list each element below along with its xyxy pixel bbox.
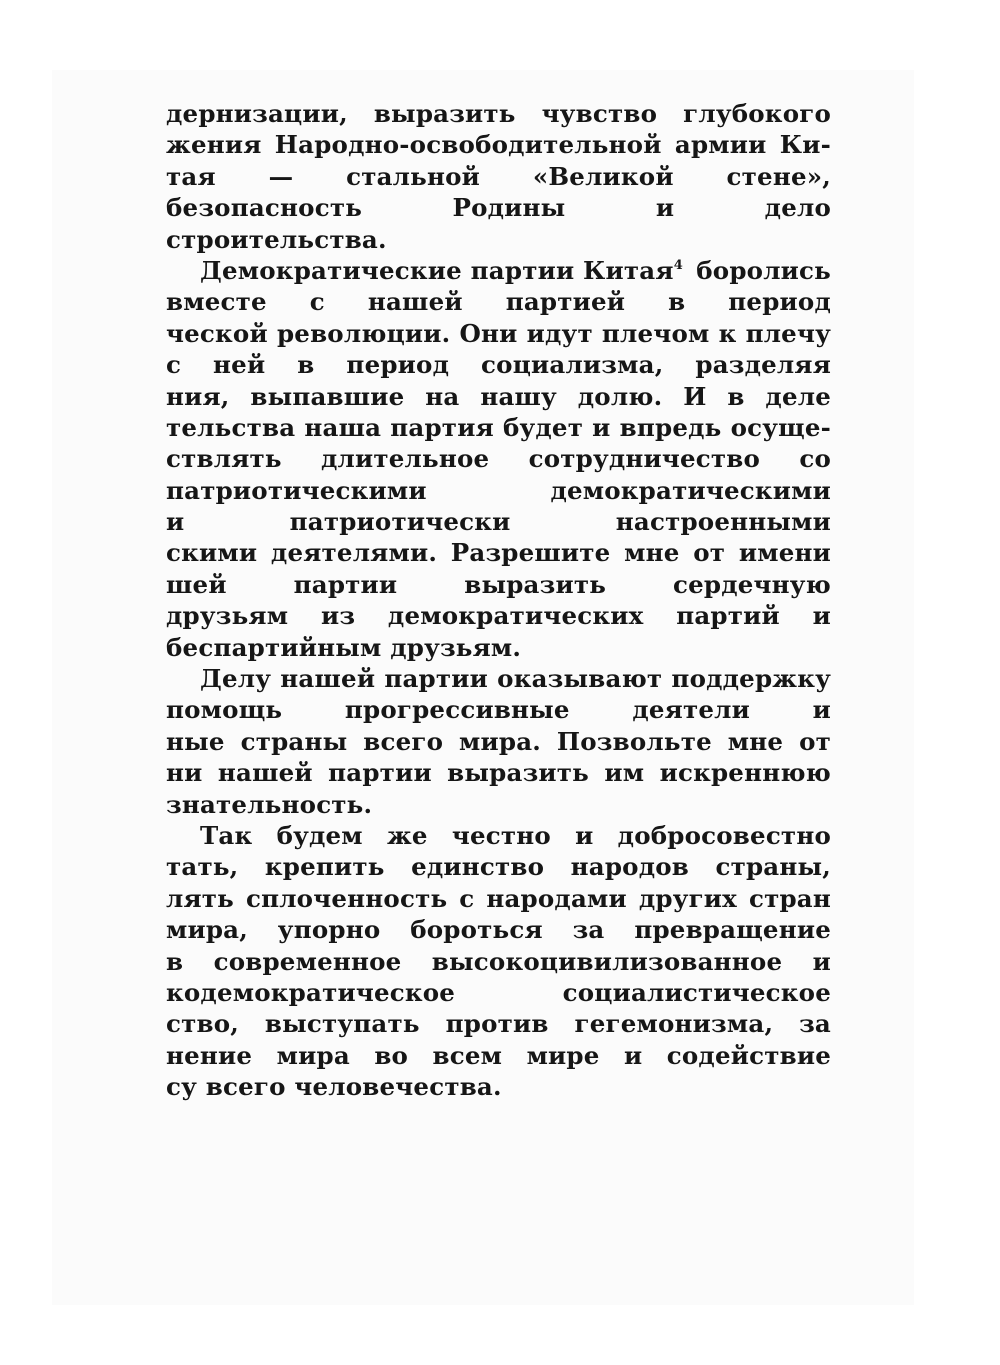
footnote-mark: 4 (673, 257, 683, 273)
text-line: тая — стальной «Великой стене», (166, 161, 831, 191)
text-line: в современное высокоцивилизованное и (166, 946, 831, 976)
text-line: ни нашей партии выразить им искреннюю (166, 758, 831, 788)
paragraph-4 (166, 820, 831, 1103)
text-line: друзьям из демократических партий и (166, 601, 831, 631)
text-line: вместе с нашей партией в период (166, 287, 831, 317)
paragraph-2 (166, 255, 831, 663)
text-line: безопасность Родины и дело (166, 193, 831, 223)
text-line: шей партии выразить сердечную (166, 569, 831, 599)
text-line: ческой революции. Они идут плечом к плечу (166, 318, 831, 348)
text-line: кодемократическое социалистическое (166, 977, 831, 1007)
text-line: с ней в период социализма, разделяя (166, 350, 831, 380)
text-line: и патриотически настроенными (166, 507, 831, 537)
text-line: тельства наша партия будет и впредь осуще- (166, 412, 831, 442)
text-fragment: боролись (696, 255, 831, 285)
text-line: нение мира во всем мире и содействие (166, 1040, 831, 1070)
text-line: Так будем же честно и добросовестно (200, 820, 831, 850)
text-line: жения Народно-освободительной армии Ки- (166, 130, 831, 160)
paragraph-3 (166, 663, 831, 820)
text-line: знательность. (166, 789, 373, 819)
text-line: патриотическими демократическими (166, 475, 831, 505)
text-line: дернизации, выразить чувство глубокого (166, 99, 831, 128)
text-line: тать, крепить единство народов страны, (166, 852, 831, 882)
text-line (166, 255, 831, 286)
text-line: беспартийным друзьям. (166, 632, 522, 662)
text-line: строительства. (166, 224, 387, 254)
text-line: Делу нашей партии оказывают поддержку (200, 664, 831, 694)
text-line: су всего человечества. (166, 1072, 502, 1102)
text-line: ствлять длительное сотрудничество со (166, 444, 831, 474)
text-line: мира, упорно бороться за превращение (166, 915, 831, 945)
paragraph-1 (166, 98, 831, 255)
text-line: лять сплоченность с народами других стран (166, 883, 831, 913)
body-text (166, 98, 831, 1103)
text-line: помощь прогрессивные деятели и (166, 695, 831, 725)
text-line: ные страны всего мира. Позвольте мне от (166, 726, 831, 756)
text-line: скими деятелями. Разрешите мне от имени (166, 538, 831, 568)
text-fragment: Демократические партии Китая (200, 255, 674, 285)
text-line: ния, выпавшие на нашу долю. И в деле (166, 381, 831, 411)
text-line: ство, выступать против гегемонизма, за (166, 1009, 831, 1039)
